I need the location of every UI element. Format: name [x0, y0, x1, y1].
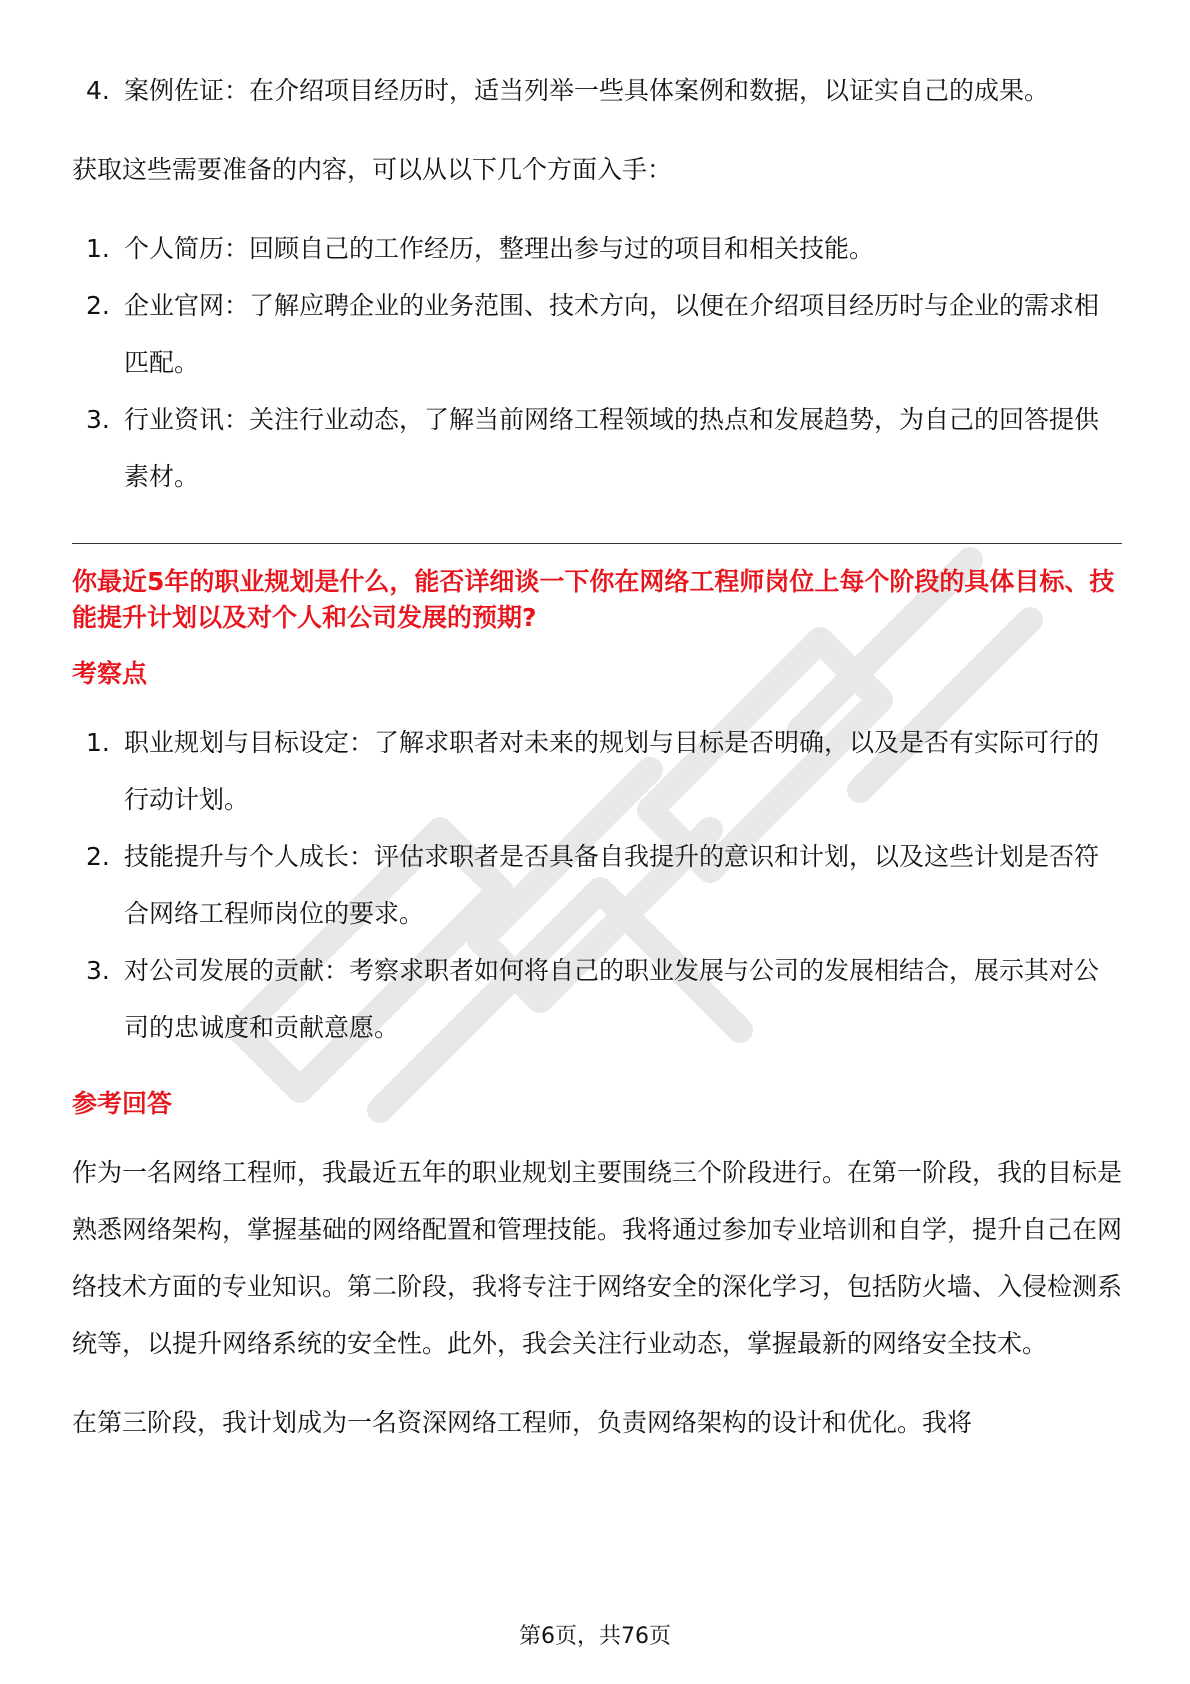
answer-paragraph: 作为一名网络工程师，我最近五年的职业规划主要围绕三个阶段进行。在第一阶段，我的目标是熟悉网络架构，掌握基础的网络配置和管理技能。我将通过参加专业培训和自学，提升自己在网络技术方面的专业知识。第二阶段，我将专注于网络安全的深化学习，包括防火墙、入侵检测系统等，以提升网络系统的安全性。此外，我会关注行业动态，掌握最新的网络安全技术。 — [72, 1158, 1123, 1358]
list-text: 对公司发展的贡献：考察求职者如何将自己的职业发展与公司的发展相结合，展示其对公司的忠诚度和贡献意愿。 — [124, 956, 1100, 1042]
list-item — [72, 942, 1122, 1056]
list-tips — [72, 62, 1122, 119]
list-number: 2. — [86, 291, 110, 320]
list-number: 4. — [86, 76, 110, 105]
list-item — [72, 714, 1122, 828]
list-number: 2. — [86, 842, 110, 871]
list-item — [72, 277, 1122, 391]
list-text: 个人简历：回顾自己的工作经历，整理出参与过的项目和相关技能。 — [124, 234, 875, 263]
page-footer: 第6页，共76页 — [519, 1624, 671, 1649]
list-text: 行业资讯：关注行业动态，了解当前网络工程领域的热点和发展趋势，为自己的回答提供素材。 — [124, 405, 1100, 491]
answer-label: 参考回答 — [72, 1089, 173, 1118]
list-text: 案例佐证：在介绍项目经历时，适当列举一些具体案例和数据，以证实自己的成果。 — [124, 76, 1050, 105]
list-sources — [72, 220, 1122, 505]
list-item — [72, 391, 1122, 505]
list-text: 企业官网：了解应聘企业的业务范围、技术方向，以便在介绍项目经历时与企业的需求相匹配。 — [124, 291, 1100, 377]
list-number: 3. — [86, 405, 110, 434]
list-item — [72, 828, 1122, 942]
answer-paragraph: 在第三阶段，我计划成为一名资深网络工程师，负责网络架构的设计和优化。我将 — [72, 1408, 973, 1437]
page-content — [72, 62, 1122, 1451]
interview-question: 你最近5年的职业规划是什么，能否详细谈一下你在网络工程师岗位上每个阶段的具体目标、技能提升计划以及对个人和公司发展的预期? — [72, 567, 1115, 632]
list-text: 职业规划与目标设定：了解求职者对未来的规划与目标是否明确，以及是否有实际可行的行动计划。 — [124, 728, 1100, 814]
list-text: 技能提升与个人成长：评估求职者是否具备自我提升的意识和计划，以及这些计划是否符合网络工程师岗位的要求。 — [124, 842, 1100, 928]
list-number: 3. — [86, 956, 110, 985]
list-item — [72, 62, 1122, 119]
list-number: 1. — [86, 234, 110, 263]
list-number: 1. — [86, 728, 110, 757]
list-item — [72, 220, 1122, 277]
intro-paragraph: 获取这些需要准备的内容，可以从以下几个方面入手： — [72, 155, 673, 184]
list-focus — [72, 714, 1122, 1056]
focus-label: 考察点 — [72, 659, 148, 688]
